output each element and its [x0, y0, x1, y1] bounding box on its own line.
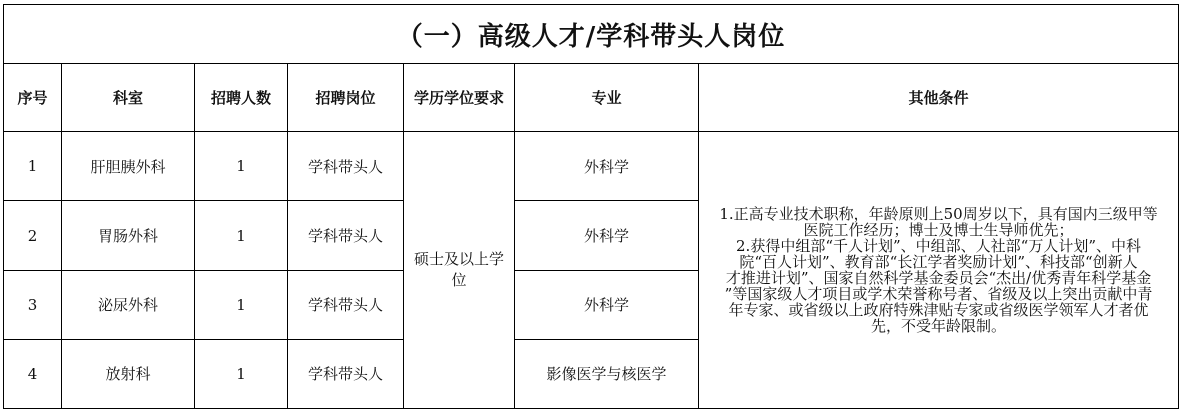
row-major: 外科学: [515, 201, 699, 270]
condition-line: 年专家、或省级以上政府特殊津贴专家或省级医学领军人才者优: [728, 301, 1149, 320]
row-count: 1: [195, 339, 288, 408]
header-degree: 学历学位要求: [404, 64, 515, 132]
header-major: 专业: [515, 64, 699, 132]
condition-line: 2.获得中组部“千人计划”、中组部、人社部“万人计划”、中科: [736, 237, 1142, 256]
row-dept: 胃肠外科: [62, 201, 195, 270]
header-seq: 序号: [4, 64, 62, 132]
row-post: 学科带头人: [288, 201, 404, 270]
row-dept: 放射科: [62, 339, 195, 408]
row-dept: 肝胆胰外科: [62, 132, 195, 201]
table-title: （一）高级人才/学科带头人岗位: [4, 5, 1179, 64]
condition-line: 先，不受年龄限制。: [871, 317, 1007, 336]
header-post: 招聘岗位: [288, 64, 404, 132]
row-major: 外科学: [515, 270, 699, 339]
row-seq: 2: [4, 201, 62, 270]
row-count: 1: [195, 201, 288, 270]
header-dept: 科室: [62, 64, 195, 132]
row-dept: 泌尿外科: [62, 270, 195, 339]
condition-line: ”等国家级人才项目或学术荣誉称号者、省级及以上突出贡献中青: [724, 285, 1153, 304]
other-conditions: [699, 132, 1179, 409]
row-post: 学科带头人: [288, 339, 404, 408]
table-row: [4, 132, 1179, 201]
condition-line: 1.正高专业技术职称，年龄原则上50周岁以下，具有国内三级甲等: [719, 205, 1158, 224]
row-seq: 1: [4, 132, 62, 201]
header-count: 招聘人数: [195, 64, 288, 132]
condition-line: 医院工作经历；博士及博士生导师优先；: [803, 221, 1074, 240]
row-major: 影像医学与核医学: [515, 339, 699, 408]
recruitment-table: [3, 4, 1179, 409]
header-other: 其他条件: [699, 64, 1179, 132]
row-post: 学科带头人: [288, 270, 404, 339]
row-seq: 4: [4, 339, 62, 408]
degree-requirement: 硕士及以上学位: [404, 132, 515, 409]
row-count: 1: [195, 132, 288, 201]
row-seq: 3: [4, 270, 62, 339]
condition-line: 才推进计划”、国家自然科学基金委员会“杰出/优秀青年科学基金: [725, 269, 1152, 288]
row-post: 学科带头人: [288, 132, 404, 201]
row-count: 1: [195, 270, 288, 339]
condition-line: 院“百人计划”、教育部“长江学者奖励计划”、科技部“创新人: [739, 253, 1138, 272]
row-major: 外科学: [515, 132, 699, 201]
